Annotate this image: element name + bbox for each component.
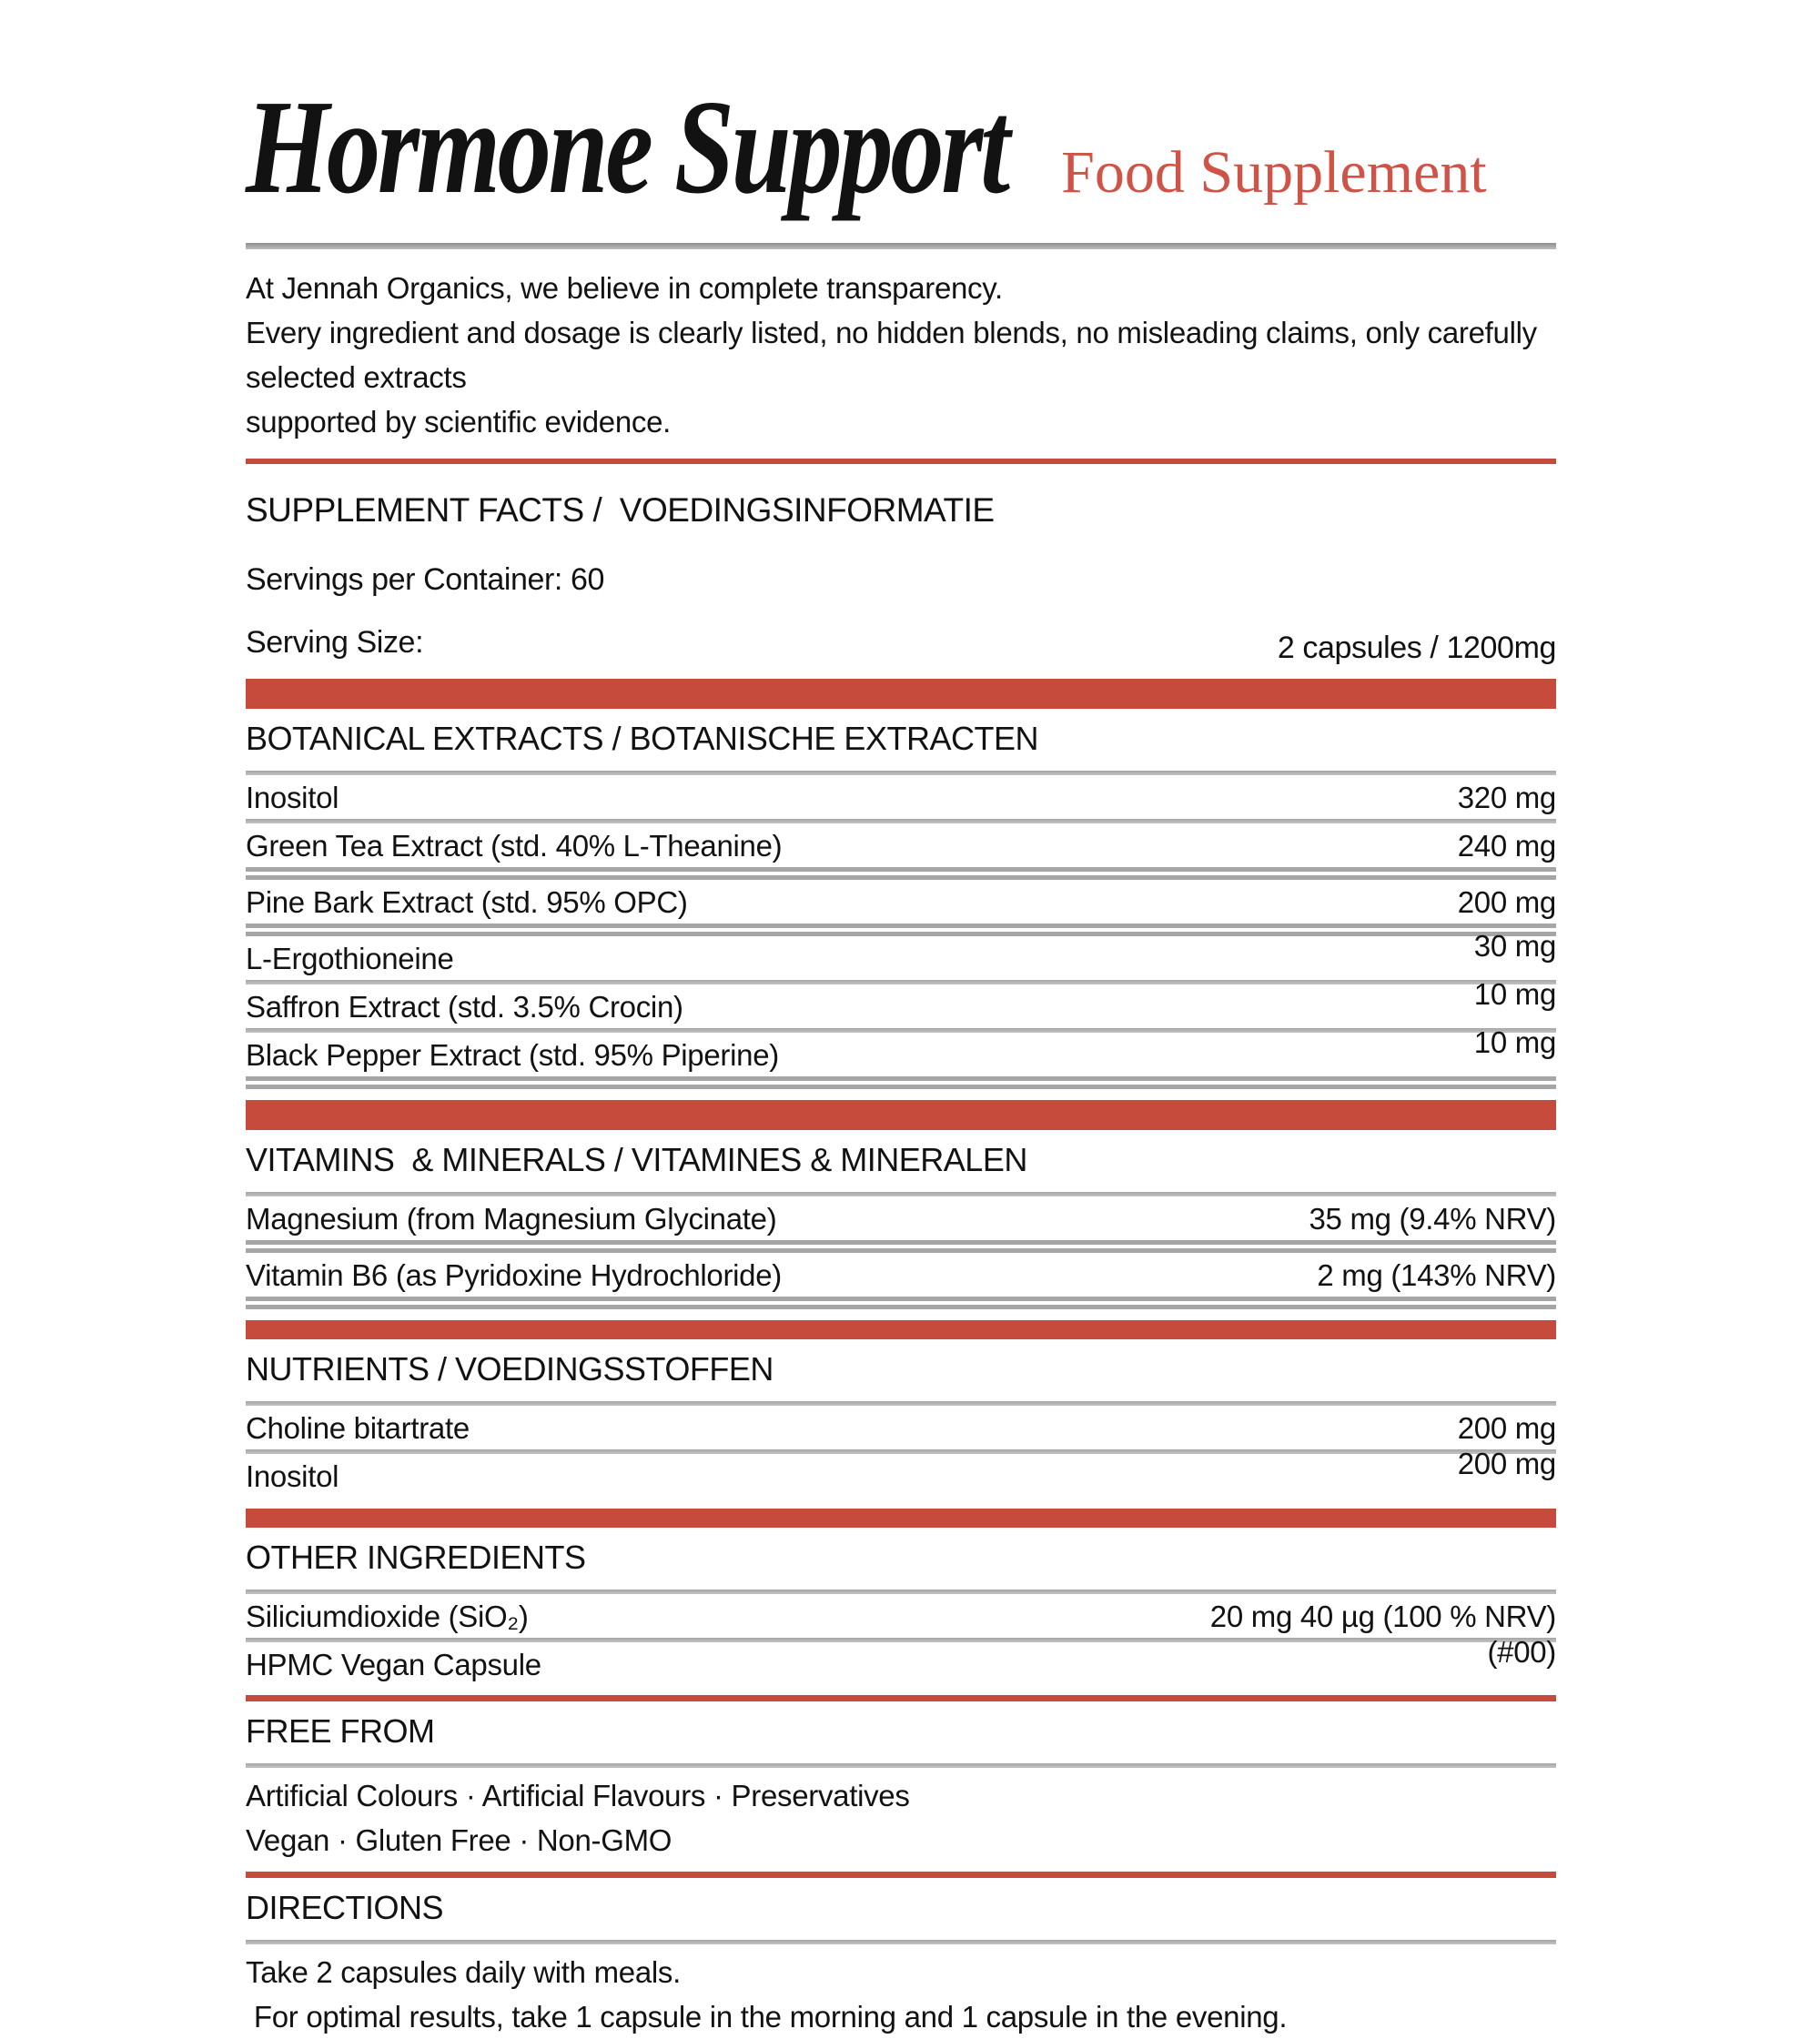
row-label: Pine Bark Extract (std. 95% OPC) [246, 885, 688, 919]
row-label: Inositol [246, 1459, 339, 1493]
text-line: Artificial Colours · Artificial Flavours · Preservatives [246, 1779, 910, 1812]
row-label: Green Tea Extract (std. 40% L-Theanine) [246, 829, 783, 863]
table-row [246, 1025, 1556, 1076]
section-bar-free-from [246, 1695, 1556, 1701]
section-bar-directions [246, 1872, 1556, 1878]
row-rule [246, 924, 1556, 936]
row-value: 320 mg [1457, 781, 1556, 814]
section-heading-vitamins-minerals: VITAMINS & MINERALS / VITAMINES & MINERALEN [246, 1141, 1027, 1178]
row-label: Magnesium (from Magnesium Glycinate) [246, 1202, 777, 1236]
row-value: 35 mg (9.4% NRV) [1309, 1202, 1556, 1236]
section-lines-directions [246, 1950, 1556, 2039]
row-value: 200 mg [1457, 885, 1556, 919]
section-bar-nutrients [246, 1320, 1556, 1339]
table-row [246, 1447, 1556, 1498]
table-row [246, 880, 1556, 924]
serving-size-row [246, 625, 1556, 665]
table-row [246, 929, 1556, 980]
row-label: Siliciumdioxide (SiO₂) [246, 1600, 529, 1633]
section-bar-botanical-extracts [246, 679, 1556, 709]
intro-divider [246, 459, 1556, 464]
text-line: Vegan · Gluten Free · Non-GMO [246, 1823, 672, 1857]
servings-per-container: Servings per Container: 60 [246, 562, 605, 597]
intro-paragraph [246, 266, 1556, 444]
row-value: 20 mg 40 µg (100 % NRV) [1209, 1600, 1556, 1633]
row-label: Choline bitartrate [246, 1411, 470, 1445]
row-value: 200 mg [1457, 1447, 1556, 1480]
table-row [246, 823, 1556, 867]
row-value: 200 mg [1457, 1411, 1556, 1445]
section-lines-free-from [246, 1773, 1556, 1862]
section-bar-vitamins-minerals [246, 1100, 1556, 1130]
row-value: 10 mg [1473, 1025, 1556, 1059]
section-heading-free-from: FREE FROM [246, 1712, 435, 1750]
header [246, 73, 1556, 230]
section-bar-other-ingredients [246, 1509, 1556, 1528]
row-label: HPMC Vegan Capsule [246, 1648, 541, 1681]
sections [246, 679, 1556, 2039]
supplement-facts-heading: SUPPLEMENT FACTS / VOEDINGSINFORMATIE [246, 491, 995, 529]
intro-line: At Jennah Organics, we believe in complete transparency. [246, 271, 1003, 305]
row-rule [246, 1297, 1556, 1309]
section-heading-directions: DIRECTIONS [246, 1889, 444, 1926]
row-label: Vitamin B6 (as Pyridoxine Hydrochloride) [246, 1258, 782, 1292]
text-line: Take 2 capsules daily with meals. [246, 1955, 681, 1989]
text-line: For optimal results, take 1 capsule in the morning and 1 capsule in the evening. [246, 2000, 1288, 2034]
intro-line: supported by scientific evidence. [246, 405, 672, 439]
product-subtitle: Food Supplement [1061, 139, 1487, 206]
table-row [246, 1406, 1556, 1449]
row-label: L-Ergothioneine [246, 942, 454, 975]
row-value: 10 mg [1473, 977, 1556, 1011]
section-rule-directions [246, 1940, 1556, 1944]
serving-size-label: Serving Size: [246, 625, 424, 660]
row-rule [246, 867, 1556, 880]
product-title: Hormone Support [246, 73, 1007, 222]
section-rule-free-from [246, 1763, 1556, 1768]
section-heading-other-ingredients: OTHER INGREDIENTS [246, 1539, 586, 1576]
row-label: Saffron Extract (std. 3.5% Crocin) [246, 990, 683, 1024]
header-divider [246, 243, 1556, 249]
row-value: 30 mg [1473, 929, 1556, 963]
table-row [246, 1594, 1556, 1638]
row-value: 240 mg [1457, 829, 1556, 863]
row-value: 2 mg (143% NRV) [1317, 1258, 1556, 1292]
table-row [246, 977, 1556, 1028]
section-heading-nutrients: NUTRIENTS / VOEDINGSSTOFFEN [246, 1350, 774, 1388]
table-row [246, 1196, 1556, 1240]
table-row [246, 1635, 1556, 1686]
section-heading-botanical-extracts: BOTANICAL EXTRACTS / BOTANISCHE EXTRACTEN [246, 720, 1038, 757]
row-rule [246, 1076, 1556, 1089]
table-row [246, 775, 1556, 819]
table-row [246, 1253, 1556, 1297]
intro-line: Every ingredient and dosage is clearly listed, no hidden blends, no misleading claims, only carefully selected extracts [246, 316, 1545, 394]
row-label: Inositol [246, 781, 339, 814]
row-rule [246, 1240, 1556, 1253]
row-value: (#00) [1487, 1635, 1556, 1669]
row-label: Black Pepper Extract (std. 95% Piperine) [246, 1038, 779, 1072]
serving-size-value: 2 capsules / 1200mg [1277, 631, 1556, 665]
